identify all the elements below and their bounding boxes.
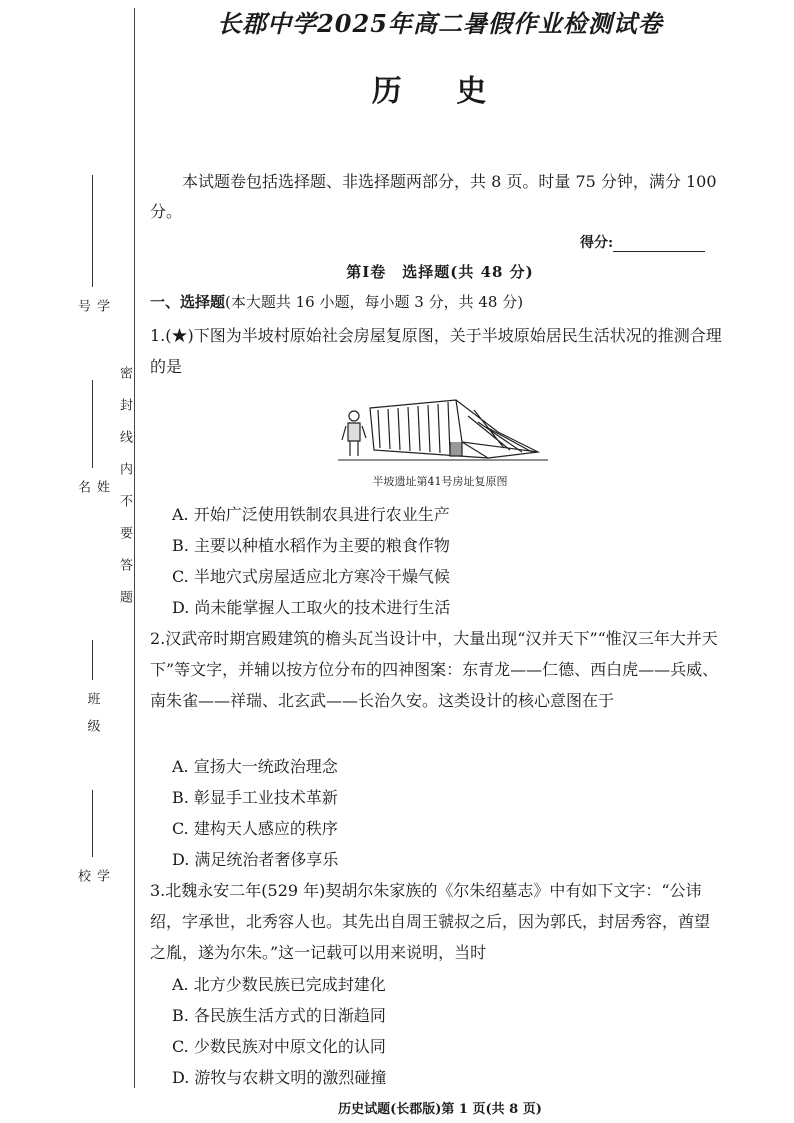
- question-2-stem: 2.汉武帝时期宫殿建筑的檐头瓦当设计中，大量出现“汉并天下”“惟汉三年大并天下”等文字，并辅以按方位分布的四神图案：东青龙——仁德、西白虎——兵威、南朱雀——祥瑞、北玄武——长治久安。这类设计的核心意图在于: [150, 629, 719, 710]
- q3-option-b[interactable]: B. 各民族生活方式的日渐趋同: [172, 1006, 386, 1025]
- exam-intro: 本试题卷包括选择题、非选择题两部分，共 8 页。时量 75 分钟，满分 100 分。: [150, 172, 717, 221]
- seal-notice: 密封线内不要答题: [117, 366, 132, 622]
- question-1-stem: 1.(★)下图为半坡村原始社会房屋复原图，关于半坡原始居民生活状况的推测合理的是: [150, 326, 722, 376]
- name-field[interactable]: [75, 380, 109, 530]
- score-box[interactable]: [580, 232, 705, 252]
- school-label: 学校: [75, 868, 109, 896]
- score-blank[interactable]: [613, 237, 705, 252]
- q3-option-d[interactable]: D. 游牧与农耕文明的激烈碰撞: [172, 1068, 387, 1087]
- name-label: 姓名: [75, 479, 109, 507]
- question-3-stem: 3.北魏永安二年(529 年)契胡尔朱家族的《尔朱绍墓志》中有如下文字：“公讳绍，字承世，北秀容人也。其先出自周王虢叔之后，因为郭氏，封居秀容，酋望之胤，遂为尔朱。”这一记载可以用来说明，当时: [150, 881, 711, 962]
- q3-option-c[interactable]: C. 少数民族对中原文化的认同: [172, 1037, 386, 1056]
- q3-option-a[interactable]: A. 北方少数民族已完成封建化: [172, 975, 386, 994]
- q1-option-b[interactable]: B. 主要以种植水稻作为主要的粮食作物: [172, 536, 450, 555]
- q1-option-d[interactable]: D. 尚未能掌握人工取火的技术进行生活: [172, 598, 451, 617]
- part-heading-label: 一、选择题: [150, 293, 226, 311]
- q1-option-c[interactable]: C. 半地穴式房屋适应北方寒冷干燥气候: [172, 567, 450, 586]
- subject-title: 历 史: [371, 74, 509, 109]
- part-heading: [150, 291, 523, 312]
- student-id-field[interactable]: [75, 175, 109, 350]
- house-reconstruction-figure: [338, 396, 548, 468]
- student-id-label: 学号: [75, 299, 109, 327]
- q2-option-b[interactable]: B. 彰显手工业技术革新: [172, 788, 338, 807]
- score-label: 得分:: [580, 235, 614, 251]
- binding-line: [134, 8, 135, 1088]
- class-label: 班级: [84, 692, 100, 746]
- part-heading-note: (本大题共 16 小题，每小题 3 分，共 48 分): [225, 293, 524, 311]
- school-field[interactable]: [75, 790, 109, 920]
- exam-title: 长郡中学2025年高二暑假作业检测试卷: [217, 9, 663, 38]
- binding-margin: [0, 0, 140, 1123]
- q2-option-a[interactable]: A. 宣扬大一统政治理念: [172, 757, 338, 776]
- section-title: 第Ⅰ卷 选择题(共 48 分): [346, 263, 534, 281]
- q2-option-d[interactable]: D. 满足统治者奢侈享乐: [172, 850, 339, 869]
- q1-option-a[interactable]: A. 开始广泛使用铁制农具进行农业生产: [172, 505, 450, 524]
- q2-option-c[interactable]: C. 建构天人感应的秩序: [172, 819, 338, 838]
- page-footer: 历史试题(长郡版)第 1 页(共 8 页): [338, 1102, 542, 1117]
- class-field[interactable]: [82, 640, 102, 750]
- figure-caption: 半坡遗址第41号房址复原图: [372, 475, 508, 488]
